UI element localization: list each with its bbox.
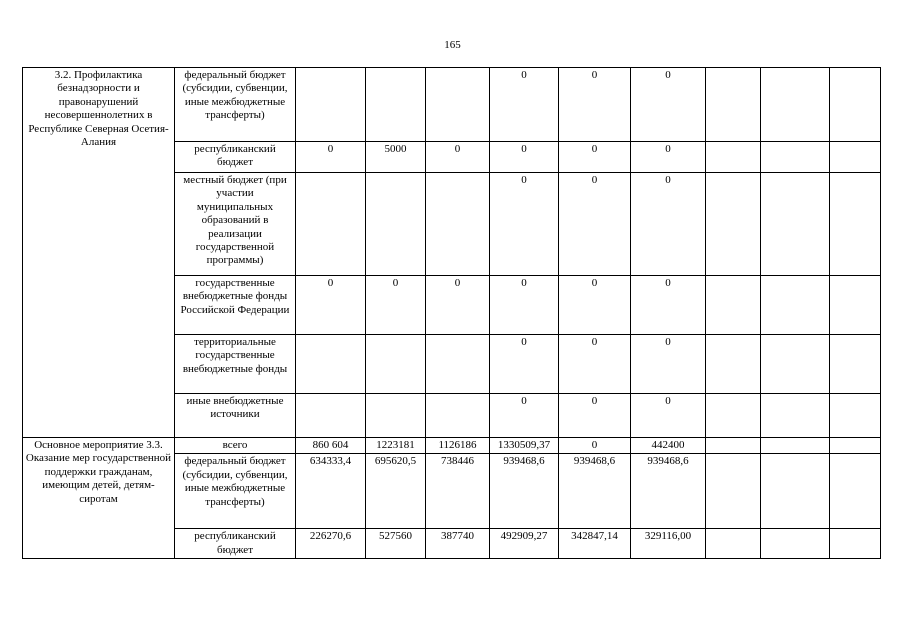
value-cell — [706, 173, 761, 276]
value-cell: 527560 — [366, 529, 426, 559]
table-body — [23, 68, 881, 559]
funding-source-cell: местный бюджет (при участии муниципальных образований в реализации государственной программы) — [175, 173, 296, 276]
value-cell: 0 — [631, 173, 706, 276]
value-cell: 0 — [559, 276, 631, 335]
value-cell — [830, 438, 881, 454]
value-cell — [830, 529, 881, 559]
value-cell — [830, 142, 881, 173]
value-cell — [706, 276, 761, 335]
budget-table — [22, 67, 881, 559]
value-cell: 0 — [490, 394, 559, 438]
value-cell — [426, 173, 490, 276]
value-cell: 939468,6 — [490, 454, 559, 529]
value-cell: 0 — [490, 173, 559, 276]
value-cell: 342847,14 — [559, 529, 631, 559]
value-cell: 0 — [631, 142, 706, 173]
value-cell — [296, 173, 366, 276]
funding-source-cell: всего — [175, 438, 296, 454]
value-cell — [761, 394, 830, 438]
value-cell: 1330509,37 — [490, 438, 559, 454]
value-cell: 387740 — [426, 529, 490, 559]
value-cell — [706, 438, 761, 454]
value-cell: 1126186 — [426, 438, 490, 454]
value-cell: 0 — [426, 142, 490, 173]
value-cell — [366, 68, 426, 142]
value-cell: 442400 — [631, 438, 706, 454]
value-cell — [706, 68, 761, 142]
value-cell: 329116,00 — [631, 529, 706, 559]
value-cell — [761, 68, 830, 142]
value-cell: 0 — [559, 173, 631, 276]
value-cell: 0 — [559, 68, 631, 142]
value-cell — [296, 68, 366, 142]
value-cell — [830, 276, 881, 335]
value-cell — [830, 454, 881, 529]
value-cell — [830, 173, 881, 276]
table-row — [23, 68, 881, 142]
value-cell: 0 — [631, 68, 706, 142]
value-cell — [761, 335, 830, 394]
value-cell: 0 — [296, 142, 366, 173]
value-cell: 939468,6 — [631, 454, 706, 529]
value-cell — [366, 335, 426, 394]
value-cell: 0 — [366, 276, 426, 335]
value-cell — [761, 438, 830, 454]
funding-source-cell: республиканский бюджет — [175, 529, 296, 559]
value-cell — [706, 454, 761, 529]
funding-source-cell: федеральный бюджет (субсидии, субвенции, иные межбюджетные трансферты) — [175, 68, 296, 142]
value-cell: 5000 — [366, 142, 426, 173]
value-cell — [830, 335, 881, 394]
value-cell: 0 — [559, 142, 631, 173]
value-cell: 226270,6 — [296, 529, 366, 559]
value-cell: 0 — [490, 335, 559, 394]
value-cell: 0 — [631, 335, 706, 394]
value-cell: 0 — [426, 276, 490, 335]
value-cell — [830, 68, 881, 142]
value-cell: 939468,6 — [559, 454, 631, 529]
value-cell: 0 — [490, 68, 559, 142]
value-cell — [296, 394, 366, 438]
funding-source-cell: иные внебюджетные источники — [175, 394, 296, 438]
page-number: 165 — [444, 39, 461, 51]
value-cell — [761, 529, 830, 559]
value-cell — [366, 394, 426, 438]
value-cell: 0 — [559, 335, 631, 394]
value-cell — [426, 335, 490, 394]
value-cell: 0 — [631, 276, 706, 335]
value-cell — [761, 173, 830, 276]
value-cell: 634333,4 — [296, 454, 366, 529]
value-cell — [761, 142, 830, 173]
value-cell — [761, 276, 830, 335]
value-cell: 0 — [559, 394, 631, 438]
value-cell: 0 — [631, 394, 706, 438]
value-cell: 0 — [490, 142, 559, 173]
value-cell: 0 — [490, 276, 559, 335]
value-cell: 738446 — [426, 454, 490, 529]
value-cell — [706, 335, 761, 394]
value-cell — [366, 173, 426, 276]
table-row — [23, 438, 881, 454]
activity-cell: 3.2. Профилактика безнадзорности и правонарушений несовершеннолетних в Республике Северная Осетия-Алания — [23, 68, 175, 438]
value-cell: 0 — [296, 276, 366, 335]
value-cell: 695620,5 — [366, 454, 426, 529]
value-cell — [706, 529, 761, 559]
funding-source-cell: республиканский бюджет — [175, 142, 296, 173]
value-cell — [296, 335, 366, 394]
value-cell: 1223181 — [366, 438, 426, 454]
value-cell — [706, 142, 761, 173]
value-cell: 0 — [559, 438, 631, 454]
funding-source-cell: территориальные государственные внебюджетные фонды — [175, 335, 296, 394]
value-cell — [706, 394, 761, 438]
value-cell: 860 604 — [296, 438, 366, 454]
activity-cell: Основное мероприятие 3.3. Оказание мер государственной поддержки гражданам, имеющим детей, детям-сиротам — [23, 438, 175, 559]
value-cell — [426, 68, 490, 142]
funding-source-cell: федеральный бюджет (субсидии, субвенции, иные межбюджетные трансферты) — [175, 454, 296, 529]
value-cell — [830, 394, 881, 438]
funding-source-cell: государственные внебюджетные фонды Российской Федерации — [175, 276, 296, 335]
value-cell: 492909,27 — [490, 529, 559, 559]
value-cell — [426, 394, 490, 438]
value-cell — [761, 454, 830, 529]
